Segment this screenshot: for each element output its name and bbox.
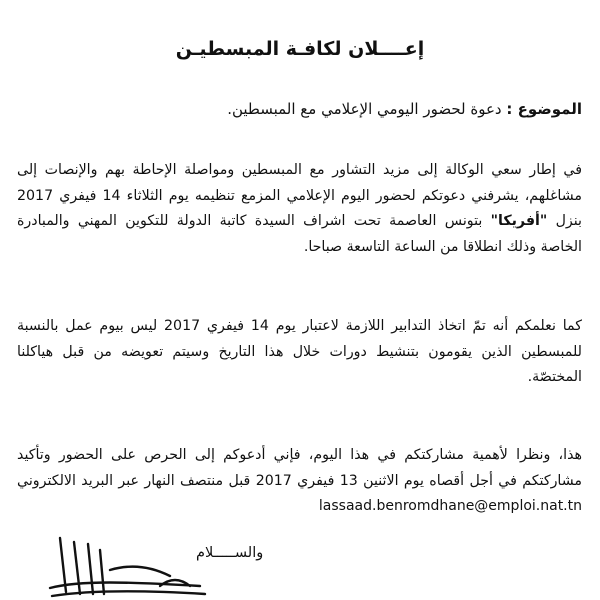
subject-line	[12, 100, 582, 118]
paragraph-confirmation-text: هذا، ونظرا لأهمية مشاركتكم في هذا اليوم، فإني أدعوكم إلى الحرص على الحضور وتأكيد مشاركتكم في أجل أقصاه يوم الاثنين 13 فيفري 2017 قبل منتصف النهار عبر البريد الالكتروني	[17, 447, 583, 489]
handwritten-signature	[40, 530, 210, 600]
page-title: إعــــلان لكافـة المبسطيـن	[175, 38, 425, 60]
email-address: lassaad.benromdhane@emploi.nat.tn	[318, 498, 582, 514]
paragraph-invitation-text: في إطار سعي الوكالة إلى مزيد التشاور مع المبسطين ومواصلة الإحاطة بهم والإنصات إلى مشاغلهم، يشرفني دعوتكم لحضور اليوم الإعلامي المزمع تنظيمه يوم الثلاثاء 14 فيفري 2017 بنزل	[17, 162, 582, 229]
paragraph-invitation	[17, 158, 582, 260]
paragraph-confirmation	[17, 443, 582, 520]
paragraph-invitation-text-end: بتونس العاصمة تحت اشراف السيدة كاتبة الدولة للتكوين المهني والمبادرة الخاصة وذلك انطلاقا من الساعة التاسعة صباحا.	[17, 213, 582, 255]
subject-label: الموضوع :	[506, 100, 582, 118]
subject-text: دعوة لحضور اليومي الإعلامي مع المبسطين.	[227, 100, 502, 118]
paragraph-non-working-day: كما نعلمكم أنه تمّ اتخاذ التدابير اللازمة لاعتبار يوم 14 فيفري 2017 ليس بيوم عمل بالنسبة للمبسطين الذين يقومون بتنشيط دورات خلال هذا التاريخ وسيتم تعويضه من قبل هياكلنا المختصّة.	[17, 318, 582, 385]
hotel-name: "أفريكا"	[490, 213, 548, 229]
closing-salutation: والســـــلام	[196, 545, 264, 561]
